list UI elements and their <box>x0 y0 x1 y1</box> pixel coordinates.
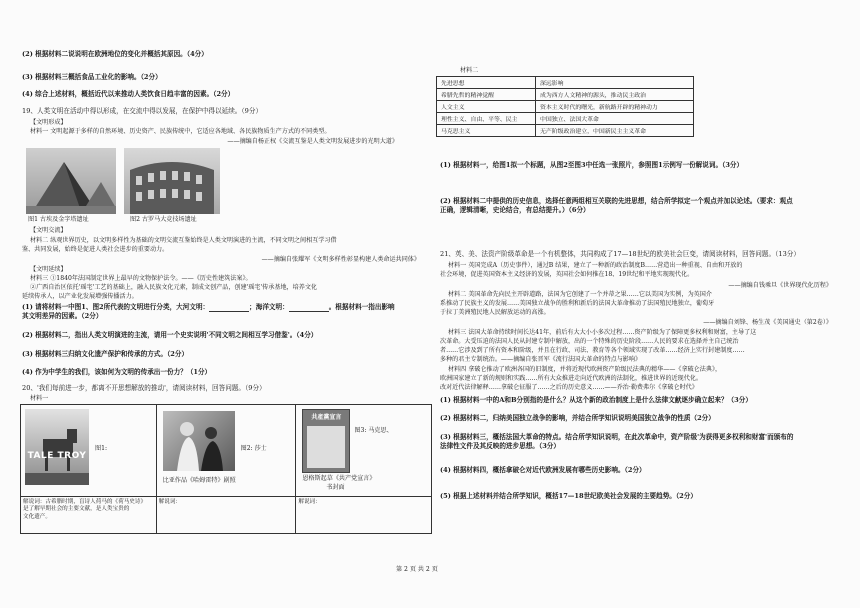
manifesto-cover-image <box>302 409 350 473</box>
table-cell: 马克思主义 <box>437 125 536 137</box>
r-material-2-source: ——摘编自刘锋、杨生茂《美国通史（第2卷）》 <box>703 319 832 326</box>
r-material-2-line-1: 材料二 美国革命先向民主开辟道路，法国为它创建了一个并蒂之果……它以美国为实例，为英国介 <box>448 291 712 298</box>
question-19-1-part-a: (1) 请将材料一中图1、图2所代表的文明进行分类，大河文明： <box>22 303 210 311</box>
section-heading-exchange: 【文明交流】 <box>30 227 67 234</box>
question-21-2: (2) 根据材料二，归纳美国独立战争的影响，并结合所学知识说明美国独立战争的性质（2分） <box>440 414 715 422</box>
cell-picture-3 <box>296 405 432 497</box>
page-footer: 第 2 页 共 2 页 <box>396 566 438 573</box>
r-material-1-source: ——摘编自钱乘旦《世界现代化历程》 <box>728 282 832 289</box>
q20-table <box>20 404 432 534</box>
picture-2-caption: 比亚作品《哈姆雷特》剧照 <box>162 477 236 484</box>
question-19: 19、人类文明在活动中得以形成，在交流中得以发展，在保护中得以延续。（9分） <box>22 107 263 115</box>
table-row <box>437 125 694 137</box>
troy-poster-text: TALE TROY <box>27 451 87 461</box>
commentary-2-label: 解说词： <box>158 499 182 505</box>
commentary-1-line-1: 解说词：古希腊时期，盲诗人荷马的《荷马史诗》 <box>23 499 147 505</box>
table-cell: 无产阶级政治建立，中国新民主主义革命 <box>536 125 694 137</box>
table-header-cell: 深远影响 <box>536 77 694 89</box>
r-material-4-line-3: 改对近代法律解释……拿破仑征服了……之后的历史意义……——乔治·勒费弗尔《拿破仑时代》 <box>440 384 698 391</box>
r-material-3-line-4: 多种的君主专制统治。——摘编自张晋军《流行法国大革命的特点与影响》 <box>440 356 642 363</box>
table-cell: 人文主义 <box>437 101 536 113</box>
question-19-1-part-c: 。根据材料一指出影响 <box>328 303 395 311</box>
r-material-3-line-2: 次革命。大受压迫的法国人民从封建专制中解放，出的一个特殊的历史阶段……人民的要求在选择并主自己统治 <box>440 338 739 345</box>
commentary-1-line-3: 文化遗产。 <box>23 513 51 520</box>
material-3-line-1: 材料三 ①1840年法国制定世界上最早的文物保护法令。——《历史性建筑法案》。 <box>30 275 252 282</box>
table-cell: 理性主义、自由、平等、民主 <box>437 113 536 125</box>
r-material-3-line-3: 者……它涉及到了所有资本和阶级，并且在行政、司法、教育等各个领域实现了改革……经济上实行封建制度…… <box>440 347 745 354</box>
manifesto-cover-title: 共產黨宣言 <box>311 414 342 421</box>
question-20: 20、'我们每前进一步，都离不开思想解放的推动'，请阅读材料，回答问题。（9分） <box>22 384 266 392</box>
cell-picture-2 <box>156 405 296 497</box>
question-2: (2) 根据材料二说说明在欧洲地位的变化并概括其原因。（4分） <box>22 50 208 58</box>
picture-1-label: 图1: <box>95 445 108 452</box>
material-3-line-2: ②广西自治区依托'瑶宅'工艺的基础上，融入民族文化元素，制成文创产品，创建'瑶宅'传承基地，培养文化 <box>30 284 318 291</box>
table-cell: 资本主义时代的曙光，新航路开辟的精神动力 <box>536 101 694 113</box>
question-19-2: (2) 根据材料二，指出人类文明演进的主流，请用一个史实说明'不同文明之间相互学习借鉴'。（4分） <box>22 331 318 339</box>
answer-blank-river[interactable] <box>209 304 249 312</box>
answer-blank-ocean[interactable] <box>289 304 329 312</box>
question-21-4: (4) 根据材料四，概括拿破仑对近代欧洲发展有哪些历史影响。（2分） <box>440 466 646 474</box>
question-21-3-line-2: 法律性文件及其反映的进步思想。（3分） <box>440 442 560 450</box>
question-19-3: (3) 根据材料三归纳文化遗产保护和传承的方式。（2分） <box>22 350 189 358</box>
question-19-1-cont: 其文明差异的因素。（2分） <box>22 312 103 320</box>
r-material-4-line-2: 欧洲国家建立了新的规则和实践……所有大众推进走向近代欧洲的法制化，推进世界的近现代化。 <box>440 375 703 382</box>
figure-2-caption: 图2 古罗马大竞技场遗址 <box>130 216 197 223</box>
commentary-1-line-2: 是了解早期社会的主要文献，是人类宝贵的 <box>23 506 130 513</box>
question-20-1: (1) 根据材料一，给图1拟一个标题，从图2至图3中任选一张照片，参照图1示例写一份解说词。（3分） <box>440 161 744 169</box>
r-material-2-line-3: 于拉丁美洲殖民地人民解放运动的高涨。 <box>440 309 550 316</box>
section-heading-formation: 【文明形成】 <box>30 119 67 126</box>
picture-3-caption-1: 恩格斯起草《共产党宣言》 <box>302 475 376 482</box>
table-row <box>437 89 694 101</box>
commentary-3[interactable] <box>296 497 432 534</box>
table-header-cell: 先进思想 <box>437 77 536 89</box>
question-19-1-part-b: ；海洋文明： <box>249 303 289 311</box>
table-cell: 中国独立、法国大革命 <box>536 113 694 125</box>
table-cell: 希腊先哲的精神觉醒 <box>437 89 536 101</box>
thought-influence-table <box>436 76 694 137</box>
r-material-2-line-2: 系推动了民族主义的发展……美国独立战争的胜利和新后的法国大革命推动了法国殖民地独立，葡萄牙 <box>440 300 715 307</box>
question-19-1 <box>22 303 395 312</box>
picture-2-label: 图2: 莎士 <box>240 445 267 452</box>
question-4: (4) 综合上述材料，概括近代以来推动人类饮食日趋丰富的因素。（2分） <box>22 90 235 98</box>
material-2-line-1: 材料二 纵观世界历史，以文明多样性为基础的文明交流互鉴始终是人类文明演进的主流，不同文明之间相互学习借 <box>30 237 337 244</box>
manifesto-cover-page <box>307 426 345 468</box>
commentary-2[interactable] <box>156 497 296 534</box>
pyramid-image <box>26 148 116 214</box>
material-3-line-3: 延续传承人，以产业化发展增强传播活力。 <box>22 293 138 300</box>
cell-picture-1 <box>21 405 157 497</box>
picture-3-label: 图3: 马克思、 <box>354 427 393 434</box>
r-material-1-line-1: 材料一 英国完成A（历史事件），通过B 结果，建立了一种新的政治制度B……营造出一种重视、自由和开放的 <box>448 262 743 269</box>
question-21-5: (5) 根据上述材料并结合所学知识，概括17—18世纪欧美社会发展的主要趋势。（2分） <box>440 492 697 500</box>
question-20-2-line-2: 正确，逻辑清晰，史论结合，有总结提升。）（6分） <box>440 206 590 214</box>
question-21-1: (1) 根据材料一中的A和B分别指的是什么？从这个新的政治制度上是什么法律文献逐步确立起来？（3分） <box>440 396 752 404</box>
question-21: 21、英、美、法资产阶级革命是一个有机整体，共同构成了17—18世纪的欧美社会巨变，请阅读材料，回答问题。（13分） <box>440 250 800 258</box>
commentary-1 <box>21 497 157 534</box>
question-21-3-line-1: (3) 根据材料三，概括法国大革命的特点。结合所学知识说明，在此次革命中，资产阶级'为获得更多权利和财富'而颁布的 <box>440 433 794 441</box>
hamlet-photo-image <box>163 411 235 471</box>
material-2-line-2: 鉴、共同发展，始终是促进人类社会进步的重要动力。 <box>22 246 169 253</box>
material-2-source: ——摘编自张耀军《文明多样性彰显构建人类命运共同体》 <box>261 256 420 263</box>
table-row <box>437 101 694 113</box>
question-20-2-line-1: (2) 根据材料二中提供的历史信息，选择任意两组相互关联的先进思想，结合所学拟定一个观点并加以论述。（要求：观点 <box>440 197 793 205</box>
picture-3-caption-2: 书封面 <box>326 484 345 491</box>
material-1-label: 材料一 <box>30 395 49 402</box>
figure-1-caption: 图1 古埃及金字塔遗址 <box>28 216 89 223</box>
question-19-4: (4) 作为中学生的我们，该如何为文明的传承出一份力？（1分） <box>22 368 212 376</box>
r-material-4-line-1: 材料四 拿破仑推动了欧洲各国的旧制度，并将近现代欧洲资产阶级民法典的精华——《拿破仑法典》， <box>448 366 722 373</box>
troy-poster-image <box>25 409 89 485</box>
material-2-label-right: 材料二 <box>460 67 479 74</box>
section-heading-continuation: 【文明延续】 <box>30 266 67 273</box>
material-1-source: ——摘编自杨正权《交流互鉴是人类文明发展进步的光明大道》 <box>227 138 398 145</box>
colosseum-image <box>124 148 220 214</box>
material-1-text: 材料一 文明起源于多样的自然环境、历史资产、民族传统中，它适应各地域、各民族物质生产方式的不同类型。 <box>30 128 331 135</box>
table-cell: 成为西方人文精神的源头，推动民主政治 <box>536 89 694 101</box>
table-header-row <box>437 77 694 89</box>
commentary-3-label: 解说词： <box>298 499 321 505</box>
r-material-1-line-2: 社会环境，促进英国资本主义经济的发展，英国社会如何推在18、19世纪和平地实现现代化。 <box>440 271 694 278</box>
table-row <box>437 113 694 125</box>
question-3: (3) 根据材料三概括食品工业化的影响。（2分） <box>22 73 162 81</box>
r-material-3-line-1: 材料三 法国大革命持续时间长达41年，前后有大大小小多次过程……资产阶级为了保障更多权利和财富，主导了这 <box>448 329 757 336</box>
